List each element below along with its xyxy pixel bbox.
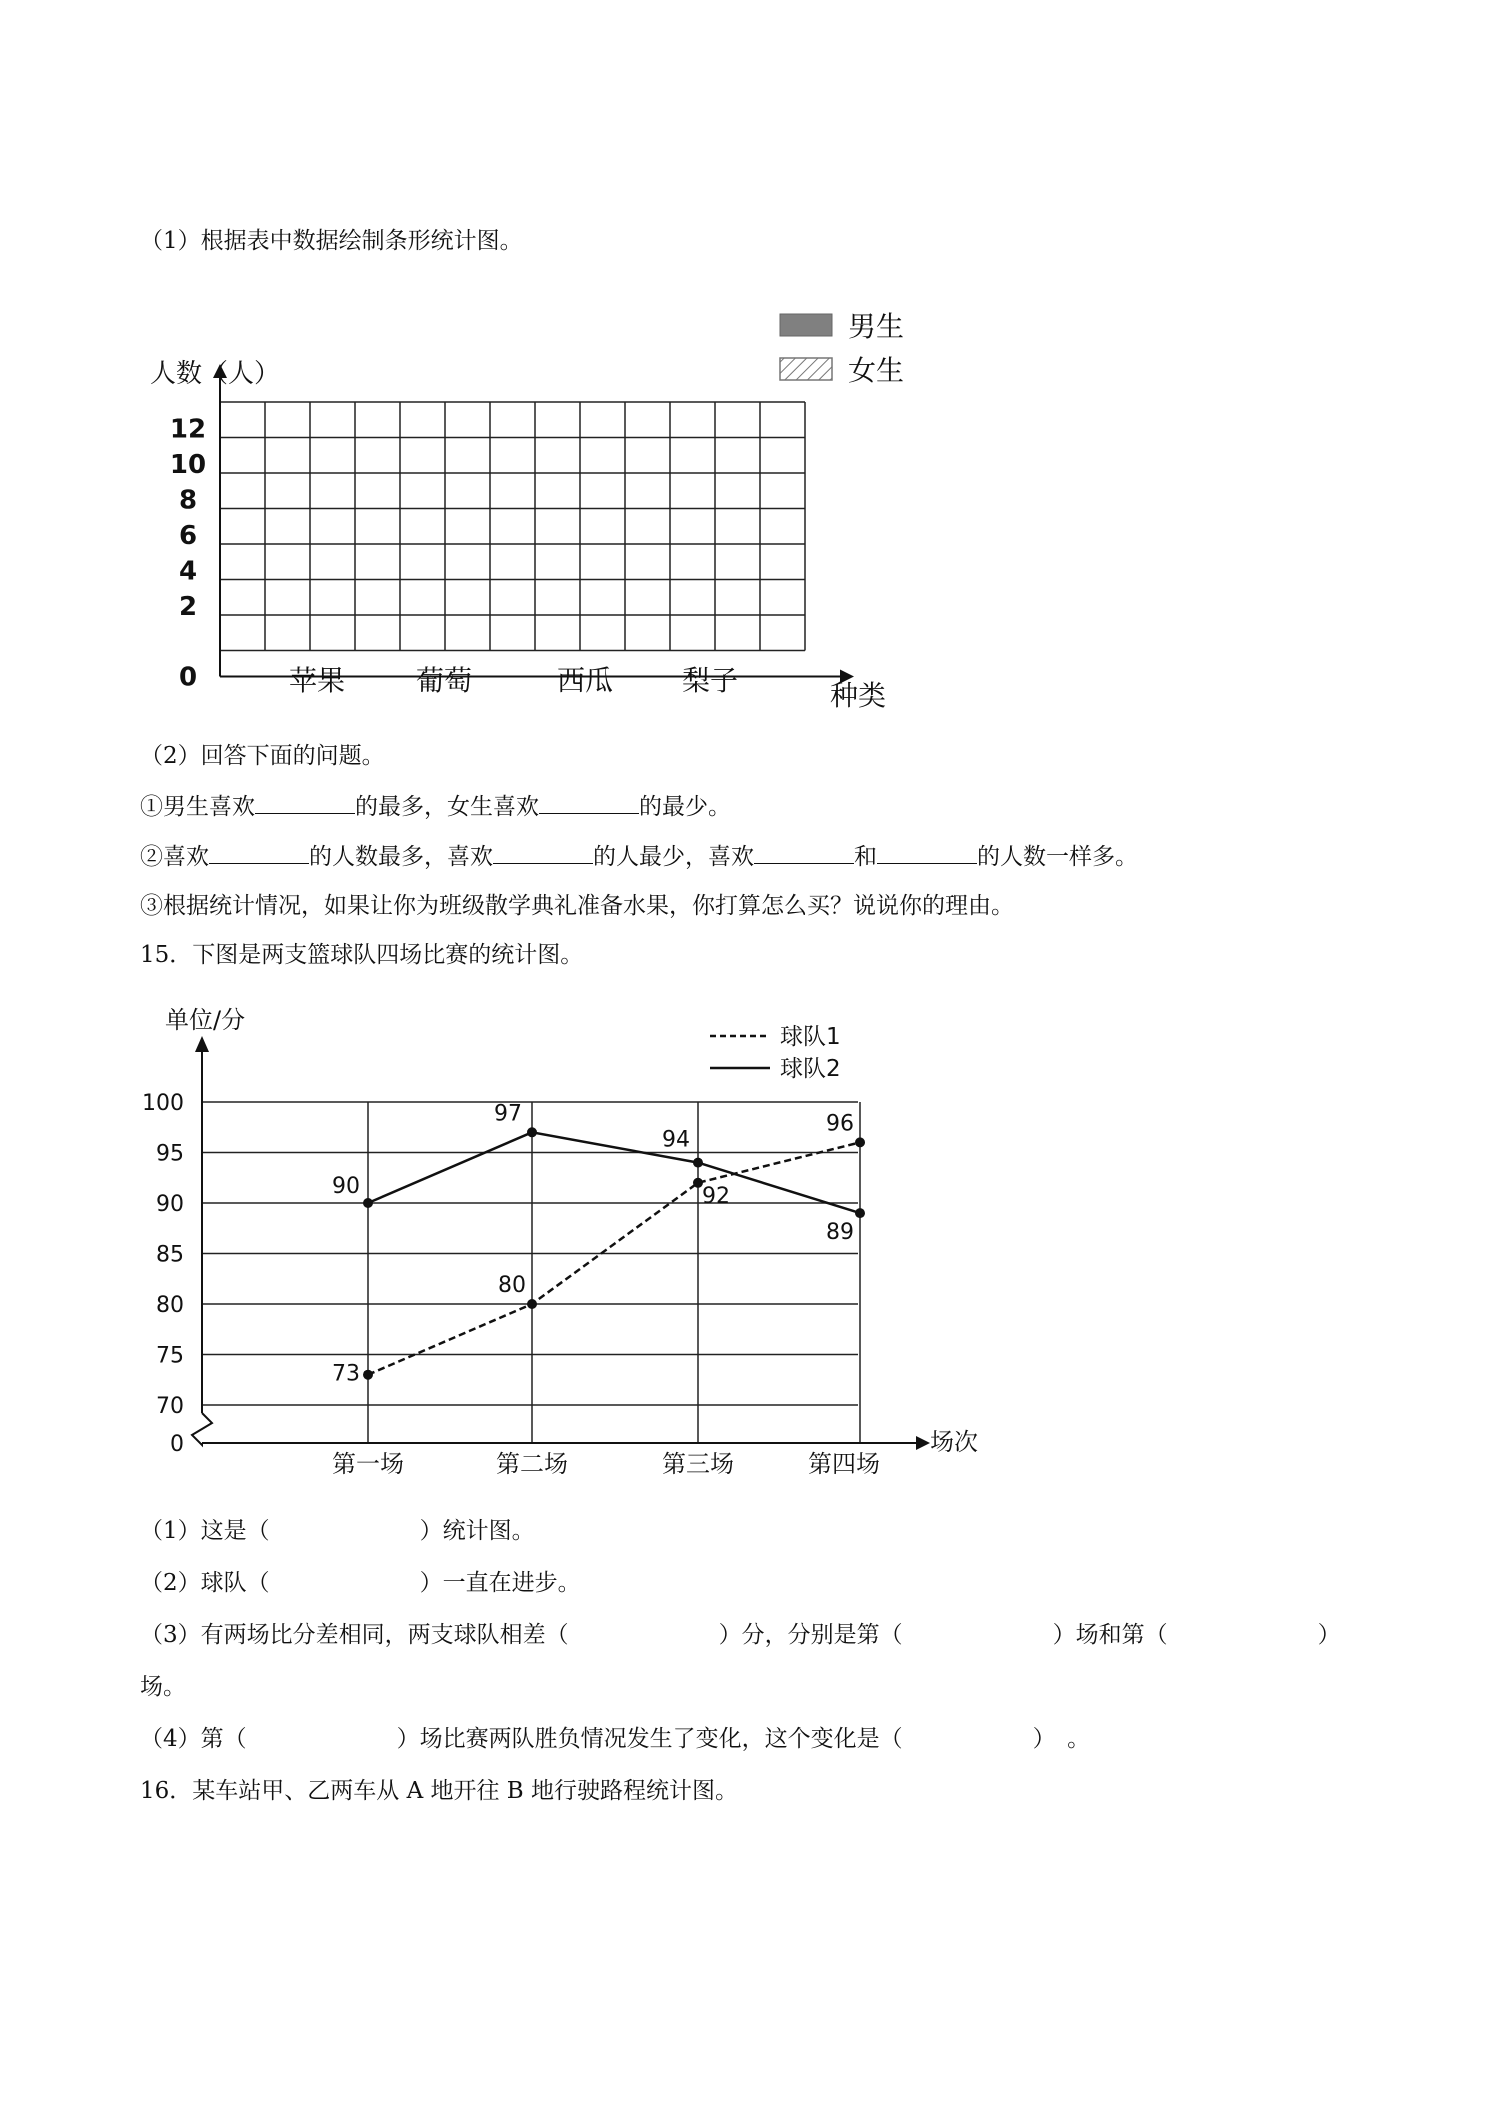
data-label: 73: [332, 1361, 360, 1387]
answer-blank[interactable]: [754, 841, 854, 864]
text: 的人数最多，喜欢: [309, 844, 493, 870]
q14-question-1: [140, 791, 731, 822]
bar-ytick-label: 2: [178, 592, 198, 623]
data-point: [527, 1299, 537, 1309]
series-line-1: [368, 1142, 860, 1374]
line-chart-grid: [202, 1102, 860, 1443]
data-label: 94: [662, 1127, 690, 1153]
line-ytick-label: 90: [156, 1192, 184, 1217]
answer-blank[interactable]: [493, 841, 593, 864]
text: 和: [854, 844, 877, 870]
bar-ytick-label: 6: [178, 521, 198, 552]
bar-chart-grid: [220, 402, 805, 651]
text: （4）第（: [140, 1726, 247, 1752]
q15-question-3: [140, 1620, 1341, 1650]
q15-question-3-cont: 场。: [140, 1674, 186, 1700]
bar-ytick-label: 8: [178, 485, 198, 516]
text: （3）有两场比分差相同，两支球队相差（: [140, 1622, 569, 1648]
bar-category-label: 西瓜: [556, 664, 614, 697]
line-xlabel: 场次: [930, 1428, 978, 1456]
legend-label-team1: 球队1: [780, 1024, 841, 1050]
line-ytick-label: 85: [156, 1242, 184, 1268]
text: ②喜欢: [140, 844, 209, 870]
legend-swatch-female: [780, 358, 832, 380]
legend-swatch-male: [780, 314, 832, 336]
text: ）: [1317, 1622, 1341, 1648]
text: ）统计图。: [419, 1518, 535, 1544]
text: ）场和第（: [1052, 1622, 1168, 1648]
answer-blank[interactable]: [255, 791, 355, 814]
bar-ytick-label: 10: [169, 450, 207, 481]
data-point: [855, 1137, 865, 1147]
answer-blank[interactable]: [877, 841, 977, 864]
line-ylabel: 单位/分: [165, 1006, 246, 1034]
data-point: [855, 1208, 865, 1218]
q14-part2: （2）回答下面的问题。: [140, 743, 385, 769]
legend-label-male: 男生: [848, 310, 905, 343]
text: （2）球队（: [140, 1570, 270, 1596]
line-category-label: 第二场: [496, 1450, 568, 1478]
line-chart-series: [332, 1101, 865, 1386]
line-category-label: 第一场: [332, 1450, 404, 1478]
text: 的最多，女生喜欢: [355, 794, 539, 820]
q14-part1: （1）根据表中数据绘制条形统计图。: [140, 228, 523, 254]
line-chart-yticks: [142, 1091, 184, 1457]
line-ytick-label: 80: [156, 1293, 184, 1318]
bar-ytick-label: 4: [178, 556, 198, 587]
data-label: 90: [332, 1174, 360, 1199]
data-point: [527, 1127, 537, 1137]
data-label: 80: [498, 1273, 526, 1298]
bar-chart: [140, 300, 920, 720]
legend-label-team2: 球队2: [780, 1056, 841, 1082]
q15-question-2: [140, 1568, 581, 1598]
line-ytick-label: 70: [156, 1394, 184, 1419]
bar-chart-axes: [213, 364, 854, 684]
line-chart-categories: [332, 1450, 880, 1478]
answer-blank[interactable]: [539, 791, 639, 814]
text: 的人最少，喜欢: [593, 844, 754, 870]
bar-ytick-label: 12: [169, 414, 207, 445]
line-chart: [140, 1000, 1000, 1490]
data-label: 96: [826, 1111, 854, 1137]
axis-break: [192, 1413, 212, 1445]
bar-category-label: 梨子: [681, 664, 739, 697]
text: （1）这是（: [140, 1518, 270, 1544]
bar-chart-categories: [289, 664, 738, 697]
line-ytick-label: 75: [156, 1343, 184, 1369]
q16-title: 16．某车站甲、乙两车从 A 地开往 B 地行驶路程统计图。: [140, 1778, 739, 1804]
line-category-label: 第三场: [662, 1450, 734, 1478]
text: 的最少。: [639, 794, 731, 820]
line-ytick-label: 0: [170, 1432, 184, 1457]
q14-question-3: ③根据统计情况，如果让你为班级散学典礼准备水果，你打算怎么买？说说你的理由。: [140, 893, 1014, 919]
data-point: [693, 1158, 703, 1168]
data-label: 89: [826, 1220, 854, 1246]
line-ytick-label: 95: [156, 1141, 184, 1167]
bar-legend: [780, 310, 904, 387]
bar-category-label: 苹果: [288, 664, 346, 697]
text: ）场比赛两队胜负情况发生了变化，这个变化是（: [396, 1726, 903, 1752]
line-category-label: 第四场: [808, 1450, 880, 1478]
answer-blank[interactable]: [209, 841, 309, 864]
series-line-2: [368, 1132, 860, 1213]
data-point: [363, 1370, 373, 1380]
q15-question-1: [140, 1516, 535, 1546]
text: ）一直在进步。: [419, 1570, 581, 1596]
y-axis-arrow: [195, 1036, 209, 1052]
text: ） 。: [1032, 1726, 1091, 1752]
line-legend: [710, 1024, 841, 1082]
x-axis-arrow: [916, 1436, 930, 1450]
q15-title: 15．下图是两支篮球队四场比赛的统计图。: [140, 942, 584, 968]
legend-label-female: 女生: [848, 354, 905, 387]
line-chart-axes: [192, 1036, 930, 1450]
line-ytick-label: 100: [142, 1091, 184, 1116]
data-label: 92: [702, 1183, 730, 1209]
bar-xlabel: 种类: [830, 679, 887, 712]
bar-ytick-label: 0: [178, 662, 198, 693]
bar-ylabel: 人数（人）: [150, 359, 281, 389]
q14-question-2: [140, 841, 1138, 872]
data-label: 97: [494, 1101, 522, 1127]
data-point: [363, 1198, 373, 1208]
q15-question-4: [140, 1724, 1090, 1754]
text: 的人数一样多。: [977, 844, 1138, 870]
text: ）分，分别是第（: [718, 1622, 903, 1648]
text: ①男生喜欢: [140, 794, 255, 820]
bar-chart-yticks: [170, 415, 206, 693]
bar-category-label: 葡萄: [415, 664, 473, 697]
